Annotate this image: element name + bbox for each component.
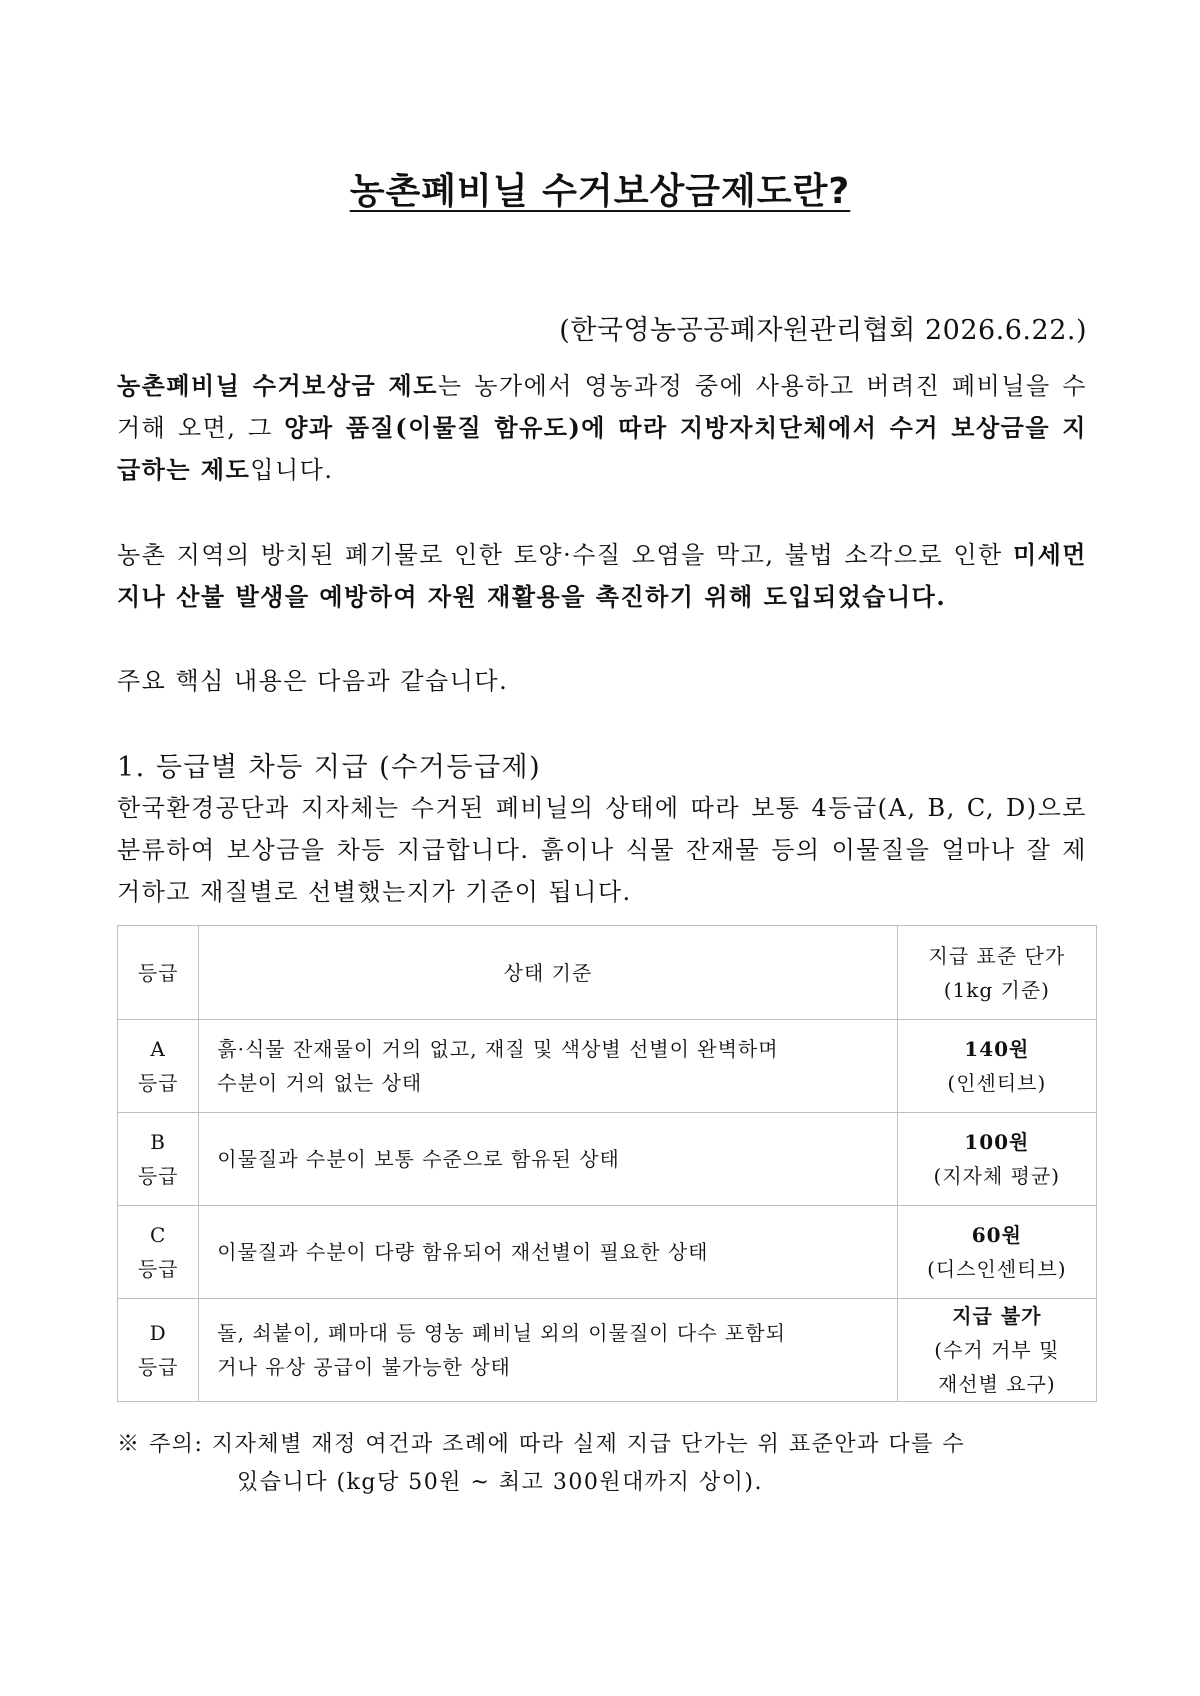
table-row [118, 1020, 1097, 1113]
grade-cell [118, 1299, 199, 1402]
grade-word: 등급 [137, 1355, 179, 1379]
purpose-text: 농촌 지역의 방치된 폐기물로 인한 토양·수질 오염을 막고, 불법 소각으로 인한 [117, 541, 1013, 569]
criteria-line: 거나 유상 공급이 불가능한 상태 [217, 1355, 511, 1379]
price-cell [897, 1299, 1096, 1402]
caution-text-2: 있습니다 (kg당 50원 ~ 최고 300원대까지 상이). [237, 1470, 763, 1495]
price-value: 60원 [971, 1223, 1022, 1247]
criteria-line: 이물질과 수분이 보통 수준으로 함유된 상태 [217, 1147, 620, 1171]
section-body: 한국환경공단과 지자체는 수거된 폐비닐의 상태에 따라 보통 4등급(A, B, C, D)으로 분류하여 보상금을 차등 지급합니다. 흙이나 식물 잔재물 등의 이물질을 얼마나 잘 제거하고 재질별로 선별했는지가 기준이 됩니다. [117, 794, 1087, 906]
price-note: (인센티브) [947, 1071, 1047, 1095]
criteria-cell [199, 1113, 897, 1206]
grade-letter: A [150, 1037, 166, 1061]
page-title: 농촌폐비닐 수거보상금제도란? [349, 171, 851, 212]
price-note: 재선별 요구) [937, 1372, 1056, 1396]
section-heading: 1. 등급별 차등 지급 (수거등급제) [117, 752, 542, 783]
source-line: (한국영농공공폐자원관리협회 2026.6.22.) [559, 315, 1087, 346]
intro-paragraph [117, 365, 1087, 491]
caution-text-1: 지자체별 재정 여건과 조례에 따라 실제 지급 단가는 위 표준안과 다를 수 [211, 1432, 966, 1457]
header-price-line2: (1kg 기준) [943, 977, 1050, 1002]
purpose-bold: 미세먼지나 산불 발생을 예방하여 자원 재활용을 촉진하기 위해 도입되었습니다. [117, 540, 1087, 611]
price-value: 100원 [964, 1130, 1030, 1154]
grade-letter: C [149, 1223, 167, 1247]
criteria-cell [199, 1206, 897, 1299]
grade-word: 등급 [137, 1164, 179, 1188]
table-row [118, 1113, 1097, 1206]
table-row [118, 1206, 1097, 1299]
criteria-line: 수분이 거의 없는 상태 [217, 1071, 423, 1095]
grade-table [117, 925, 1097, 1402]
intro-text-1: 는 농가에서 영농과정 중에 사용하고 버려진 폐비닐을 수거해 오면, 그 [117, 372, 1087, 442]
header-price-line1: 지급 표준 단가 [928, 943, 1066, 968]
table-header-row [118, 926, 1097, 1020]
criteria-cell [199, 1299, 897, 1402]
grade-cell [118, 1020, 199, 1113]
header-criteria: 상태 기준 [199, 926, 897, 1020]
criteria-line: 이물질과 수분이 다량 함유되어 재선별이 필요한 상태 [217, 1240, 709, 1264]
grade-cell [118, 1206, 199, 1299]
header-price [897, 926, 1096, 1020]
caution-line-1 [117, 1426, 965, 1464]
criteria-line: 돌, 쇠붙이, 폐마대 등 영농 폐비닐 외의 이물질이 다수 포함되 [217, 1321, 786, 1345]
price-note: (수거 거부 및 [934, 1338, 1060, 1362]
table-row [118, 1299, 1097, 1402]
price-note: (디스인센티브) [927, 1257, 1067, 1281]
price-note: (지자체 평균) [933, 1164, 1061, 1188]
purpose-paragraph [117, 534, 1087, 618]
summary-intro: 주요 핵심 내용은 다음과 같습니다. [117, 667, 509, 695]
grade-word: 등급 [137, 1257, 179, 1281]
price-cell [897, 1113, 1096, 1206]
intro-text-2: 입니다. [250, 456, 334, 484]
price-cell [897, 1206, 1096, 1299]
criteria-cell [199, 1020, 897, 1113]
intro-bold-1: 농촌폐비닐 수거보상금 제도 [117, 371, 438, 400]
caution-mark: ※ 주의: [117, 1432, 204, 1457]
price-cell [897, 1020, 1096, 1113]
intro-bold-2: 양과 품질(이물질 함유도)에 따라 지방자치단체에서 수거 보상금을 지급하는 제도 [117, 413, 1087, 484]
grade-cell [118, 1113, 199, 1206]
grade-letter: D [149, 1321, 167, 1345]
criteria-line: 흙·식물 잔재물이 거의 없고, 재질 및 색상별 선별이 완벽하며 [217, 1037, 779, 1061]
price-value: 140원 [964, 1037, 1030, 1061]
grade-word: 등급 [137, 1071, 179, 1095]
grade-letter: B [150, 1130, 166, 1154]
price-value: 지급 불가 [952, 1304, 1042, 1328]
header-grade: 등급 [118, 926, 199, 1020]
